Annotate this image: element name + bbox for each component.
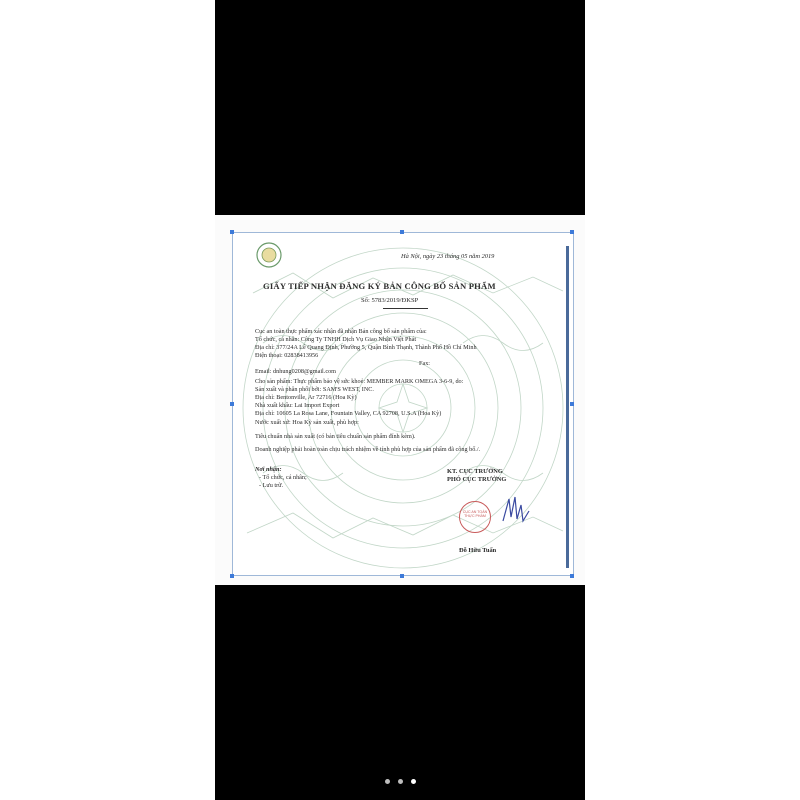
number-underline [383,308,428,309]
signer-role-2: PHÓ CỤC TRƯỞNG [447,476,507,483]
body-line: Địa chỉ: 377/24A Lê Quang Định, Phường 5, Quận Bình Thạnh, Thành Phố Hồ Chí Minh [255,344,477,351]
certificate-document [232,232,574,576]
signer-role-1: KT. CỤC TRƯỞNG [447,468,503,475]
top-black-band [215,0,585,215]
body-line: Nước xuất xứ: Hoa Kỳ sản xuất, phù hợp: [255,419,359,426]
fax-label: Fax: [419,360,431,367]
body-line: Cục an toàn thực phẩm xác nhận đã nhận Bản công bố sản phẩm của: [255,328,427,335]
bottom-black-band [215,585,585,800]
body-line: Điện thoại: 02838413956 [255,352,319,359]
body-line: Địa chỉ: Bentonville, Ar 72716 (Hoa Kỳ) [255,394,357,401]
document-right-edge [566,246,569,568]
document-title: GIẤY TIẾP NHẬN ĐĂNG KÝ BẢN CÔNG BỐ SẢN PHẨM [263,281,496,291]
body-line: Doanh nghiệp phải hoàn toàn chịu trách nhiệm về tính phù hợp của sản phẩm đã công bố./. [255,446,481,453]
recipients-label: Nơi nhận: [255,466,282,473]
selection-handle[interactable] [570,230,574,234]
document-number: Số: 5783/2019/ĐKSP [361,297,419,304]
recipient-item: - Tổ chức, cá nhân; [259,474,307,481]
selection-handle[interactable] [570,574,574,578]
body-line: Cho sản phẩm: Thực phẩm bảo vệ sức khoẻ: MEMBER MARK OMEGA 3-6-9, do: [255,378,464,385]
body-line: Tổ chức, cá nhân: Công Ty TNHH Dịch Vụ Giao Nhận Việt Phát [255,336,417,343]
body-line: Email: dnhung0208@gmail.com [255,368,336,375]
page-dot-active[interactable] [411,779,416,784]
signature-icon [499,491,533,529]
selection-handle[interactable] [400,574,404,578]
seal-text: CỤC AN TOÀN THỰC PHẨM [462,510,488,519]
page-dot[interactable] [385,779,390,784]
selection-handle[interactable] [230,402,234,406]
body-line: Sản xuất và phân phối bởi: SAM'S WEST, INC. [255,386,374,393]
agency-logo-icon [255,241,283,269]
selection-handle[interactable] [230,230,234,234]
body-line: Địa chỉ: 10605 La Rosa Lane, Fountain Valley, CA 92708, U.S.A (Hoa Kỳ) [255,410,442,417]
body-line: Tiêu chuẩn nhà sản xuất (có bản tiêu chuẩn sản phẩm đính kèm). [255,433,416,440]
official-seal [459,501,491,533]
selection-handle[interactable] [570,402,574,406]
page-dot[interactable] [398,779,403,784]
date-line: Hà Nội, ngày 23 tháng 05 năm 2019 [401,253,495,260]
signer-name: Đỗ Hữu Tuấn [459,547,497,554]
selection-handle[interactable] [230,574,234,578]
page-indicator[interactable] [385,779,425,787]
recipient-item: - Lưu trữ. [259,482,284,489]
body-line: Nhà xuất khẩu: Lai Import Export [255,402,340,409]
selection-handle[interactable] [400,230,404,234]
